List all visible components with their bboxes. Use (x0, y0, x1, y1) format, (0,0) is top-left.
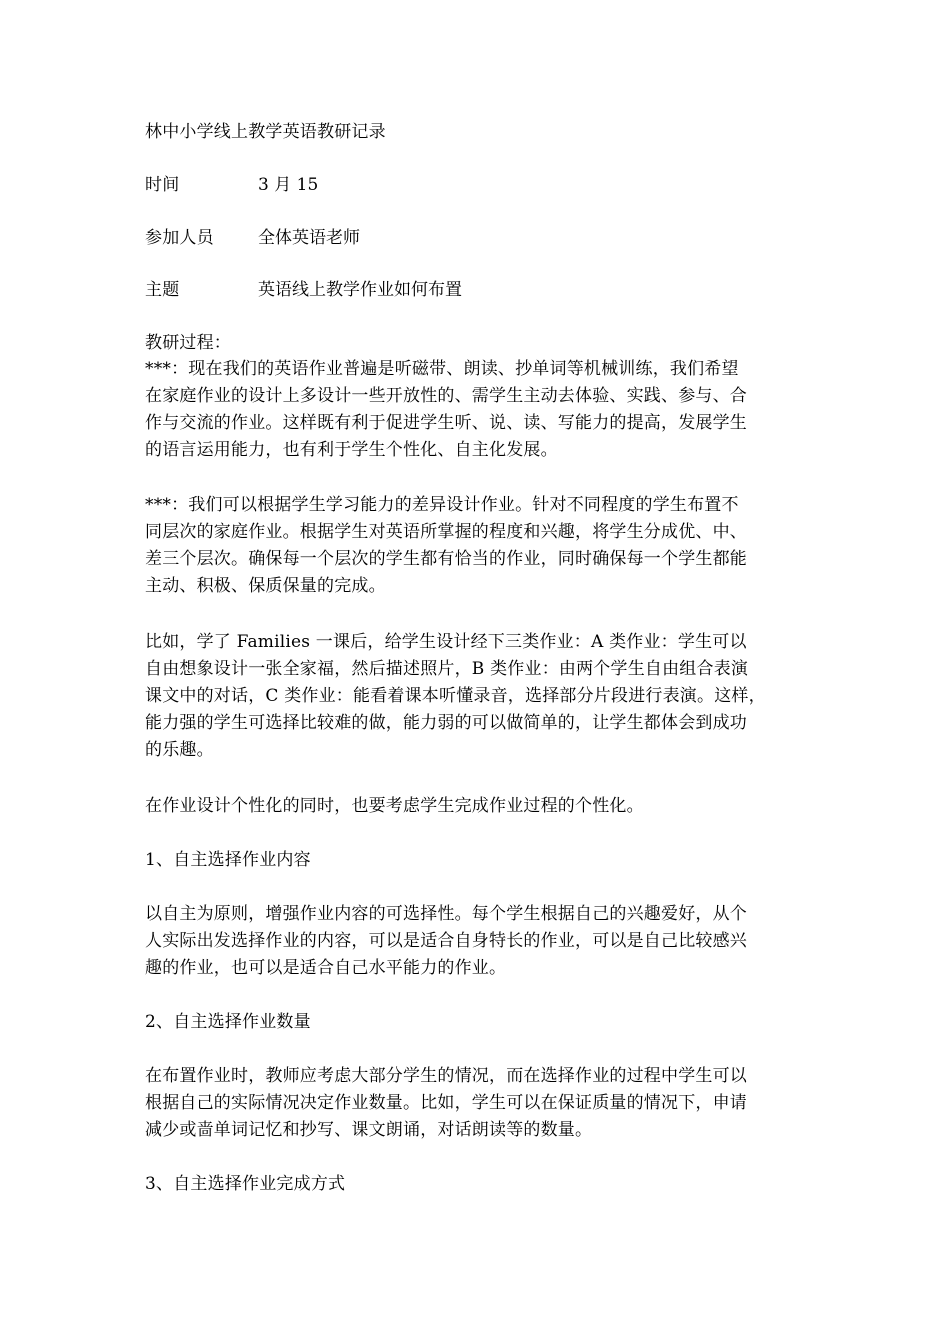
time-label: 时间 (145, 175, 180, 195)
paragraph-line: 在家庭作业的设计上多设计一些开放性的、需学生主动去体验、实践、参与、合 (145, 386, 747, 406)
paragraph-line: 能力强的学生可选择比较难的做，能力弱的可以做简单的，让学生都体会到成功 (145, 713, 747, 733)
paragraph-line: 人实际出发选择作业的内容，可以是适合自身特长的作业，可以是自己比较感兴 (145, 931, 747, 951)
paragraph-line: 的语言运用能力，也有利于学生个性化、自主化发展。 (145, 440, 558, 460)
section-heading: 3、自主选择作业完成方式 (145, 1174, 346, 1194)
process-heading: 教研过程： (145, 333, 231, 353)
paragraph-line: ***：我们可以根据学生学习能力的差异设计作业。针对不同程度的学生布置不 (145, 495, 739, 515)
topic-label: 主题 (145, 280, 180, 300)
paragraph-line: 比如，学了 Families 一课后，给学生设计经下三类作业：A 类作业：学生可以 (145, 632, 747, 652)
paragraph-line: ***：现在我们的英语作业普遍是听磁带、朗读、抄单词等机械训练，我们希望 (145, 359, 739, 379)
participants-label: 参加人员 (145, 228, 214, 248)
paragraph-line: 在作业设计个性化的同时，也要考虑学生完成作业过程的个性化。 (145, 796, 644, 816)
time-value: 3 月 15 (258, 175, 319, 195)
paragraph-line: 作与交流的作业。这样既有利于促进学生听、说、读、写能力的提高，发展学生 (145, 413, 747, 433)
paragraph-line: 减少或啬单词记忆和抄写、课文朗诵，对话朗读等的数量。 (145, 1120, 593, 1140)
paragraph-line: 的乐趣。 (145, 740, 214, 760)
paragraph-line: 趣的作业，也可以是适合自己水平能力的作业。 (145, 958, 507, 978)
document-title: 林中小学线上教学英语教研记录 (145, 122, 386, 142)
paragraph-line: 以自主为原则，增强作业内容的可选择性。每个学生根据自己的兴趣爱好，从个 (145, 904, 747, 924)
topic-value: 英语线上教学作业如何布置 (258, 280, 462, 300)
section-heading: 2、自主选择作业数量 (145, 1012, 311, 1032)
paragraph-line: 差三个层次。确保每一个层次的学生都有恰当的作业，同时确保每一个学生都能 (145, 549, 747, 569)
paragraph-line: 根据自己的实际情况决定作业数量。比如，学生可以在保证质量的情况下，申请 (145, 1093, 747, 1113)
paragraph-line: 课文中的对话，C 类作业：能看着课本听懂录音，选择部分片段进行表演。这样， (145, 686, 766, 706)
section-heading: 1、自主选择作业内容 (145, 850, 311, 870)
paragraph-line: 在布置作业时，教师应考虑大部分学生的情况，而在选择作业的过程中学生可以 (145, 1066, 747, 1086)
participants-value: 全体英语老师 (258, 228, 360, 248)
paragraph-line: 自由想象设计一张全家福，然后描述照片，B 类作业：由两个学生自由组合表演 (145, 659, 749, 679)
paragraph-line: 主动、积极、保质保量的完成。 (145, 576, 386, 596)
paragraph-line: 同层次的家庭作业。根据学生对英语所掌握的程度和兴趣，将学生分成优、中、 (145, 522, 747, 542)
